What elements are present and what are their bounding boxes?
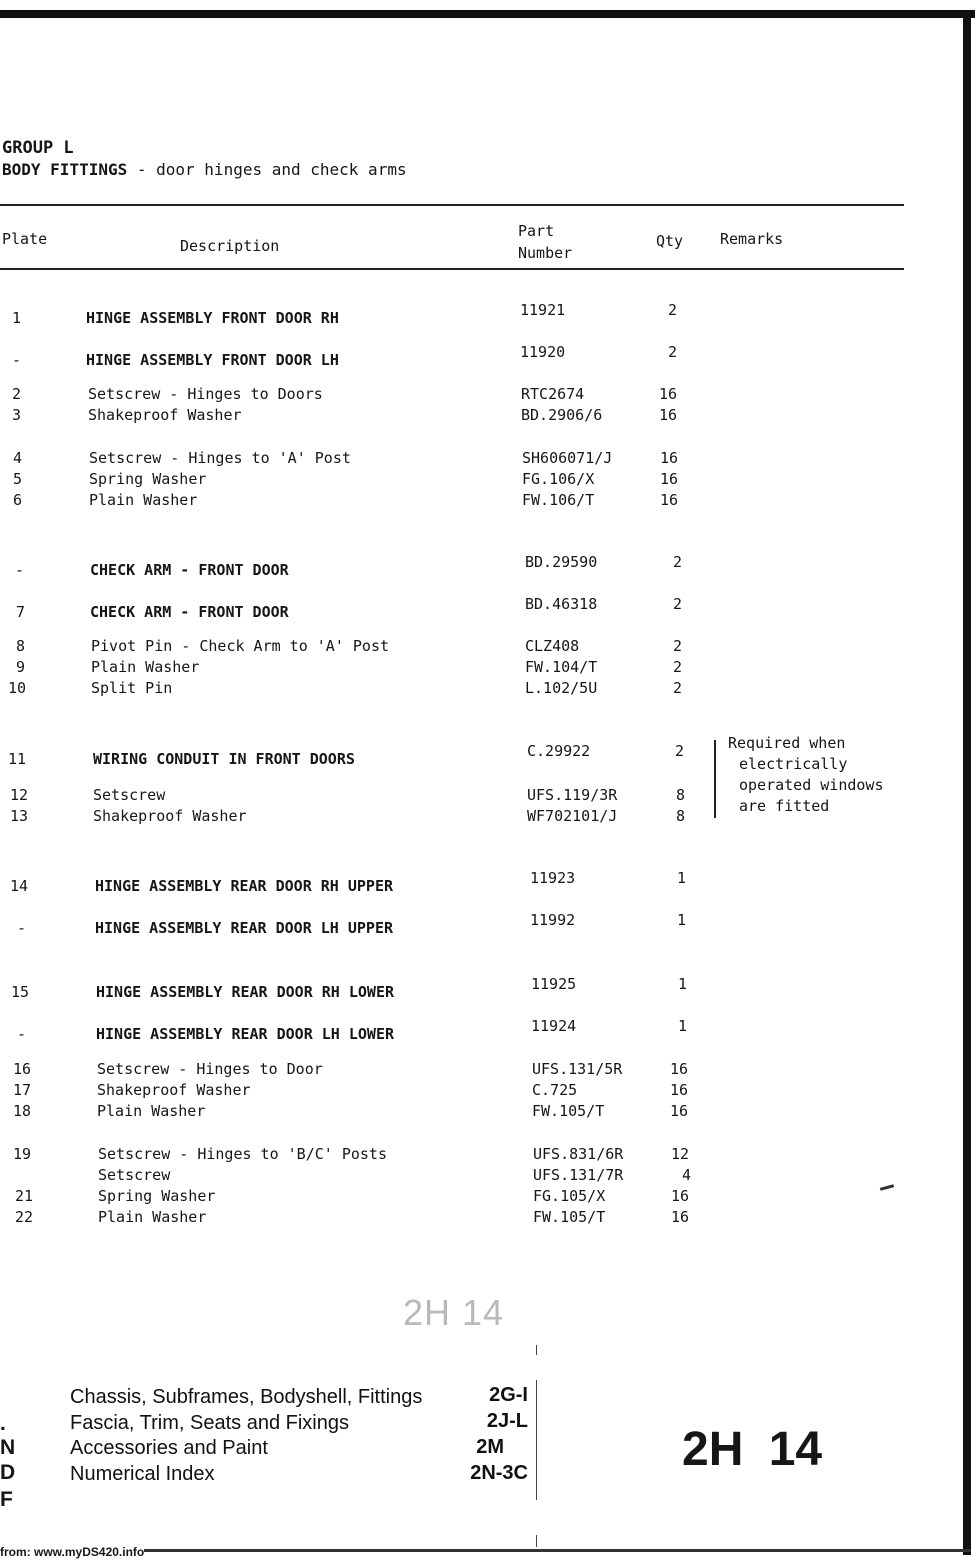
index-code: 2N-3C [470, 1462, 528, 1484]
index-divider-mark [536, 1345, 537, 1355]
index-code: 2G-I [489, 1384, 528, 1406]
row-part-number: SH606071/J [522, 449, 613, 467]
row-plate: 15 [11, 983, 30, 1001]
page-border-top [0, 10, 975, 18]
header-rule-bottom [0, 268, 904, 270]
row-description: Shakeproof Washer [93, 807, 247, 825]
row-qty: 2 [673, 658, 683, 676]
row-part-number: 11924 [531, 1017, 577, 1035]
row-plate: 2 [12, 385, 22, 403]
remarks-line: electrically [739, 755, 848, 773]
row-description: Setscrew - Hinges to 'A' Post [89, 449, 351, 467]
row-plate: 4 [13, 449, 23, 467]
row-description: Spring Washer [98, 1187, 216, 1205]
row-qty: 16 [659, 385, 678, 403]
row-part-number: FW.104/T [525, 658, 598, 676]
row-plate: - [17, 1025, 27, 1043]
remarks-line: operated windows [739, 776, 884, 794]
side-tab-letter: D [0, 1461, 16, 1484]
header-rule-top [0, 204, 904, 206]
row-part-number: FG.106/X [522, 470, 595, 488]
row-qty: 12 [671, 1145, 690, 1163]
row-description: HINGE ASSEMBLY REAR DOOR LH LOWER [96, 1025, 395, 1043]
row-description: Setscrew - Hinges to Doors [88, 385, 323, 403]
row-plate: 18 [13, 1102, 32, 1120]
row-description: HINGE ASSEMBLY REAR DOOR RH UPPER [95, 877, 394, 895]
row-description: Pivot Pin - Check Arm to 'A' Post [91, 637, 390, 655]
row-part-number: BD.2906/6 [521, 406, 603, 424]
row-plate: 22 [15, 1208, 34, 1226]
row-plate: - [15, 561, 25, 579]
remarks-note [728, 733, 884, 817]
row-description: Plain Washer [89, 491, 198, 509]
group-title: GROUP L [2, 138, 74, 158]
row-qty: 16 [670, 1102, 689, 1120]
row-part-number: BD.29590 [525, 553, 598, 571]
row-qty: 2 [673, 679, 683, 697]
row-plate: 11 [8, 750, 27, 768]
header-remarks: Remarks [720, 230, 784, 248]
row-plate: - [17, 919, 27, 937]
row-qty: 1 [678, 975, 688, 993]
row-qty: 16 [659, 406, 678, 424]
row-plate: 14 [10, 877, 29, 895]
row-description: Plain Washer [97, 1102, 206, 1120]
row-part-number: FW.106/T [522, 491, 595, 509]
index-divider-mark [536, 1535, 537, 1547]
page-border-bottom [0, 1549, 971, 1552]
row-plate: 6 [13, 491, 23, 509]
source-footer: from: www.myDS420.info [0, 1545, 145, 1559]
row-part-number: C.29922 [527, 742, 591, 760]
index-label: Fascia, Trim, Seats and Fixings [70, 1412, 349, 1434]
side-tab-letter: F [0, 1488, 13, 1511]
row-plate: 1 [12, 309, 22, 327]
row-part-number: RTC2674 [521, 385, 585, 403]
side-tab-letter: N [0, 1436, 16, 1459]
header-plate: Plate [2, 230, 48, 248]
row-description: HINGE ASSEMBLY FRONT DOOR LH [86, 351, 339, 369]
index-label: Accessories and Paint [70, 1437, 268, 1459]
row-plate: 16 [13, 1060, 32, 1078]
row-plate: 17 [13, 1081, 32, 1099]
row-qty: 1 [677, 911, 687, 929]
row-description: Setscrew - Hinges to Door [97, 1060, 323, 1078]
index-code: 2M [476, 1436, 504, 1458]
row-qty: 1 [677, 869, 687, 887]
row-description: Plain Washer [98, 1208, 207, 1226]
row-plate: 8 [16, 637, 26, 655]
row-qty: 16 [670, 1081, 689, 1099]
row-plate: 12 [10, 786, 29, 804]
row-description: Shakeproof Washer [97, 1081, 251, 1099]
header-description: Description [180, 237, 280, 255]
row-description: Setscrew - Hinges to 'B/C' Posts [98, 1145, 387, 1163]
row-plate: - [12, 351, 22, 369]
row-qty: 16 [660, 449, 679, 467]
row-description: Setscrew [98, 1166, 171, 1184]
row-plate: 10 [8, 679, 27, 697]
row-plate: 9 [16, 658, 26, 676]
row-part-number: 11992 [530, 911, 576, 929]
row-description: HINGE ASSEMBLY REAR DOOR LH UPPER [95, 919, 394, 937]
row-qty: 2 [673, 553, 683, 571]
section-title-bold: BODY FITTINGS [2, 160, 128, 179]
index-code: 2J-L [486, 1410, 528, 1432]
faint-page-stamp: 2H 14 [403, 1292, 505, 1333]
row-part-number: UFS.119/3R [527, 786, 618, 804]
row-part-number: UFS.131/7R [533, 1166, 624, 1184]
index-label: Chassis, Subframes, Bodyshell, Fittings [70, 1386, 423, 1408]
row-part-number: 11923 [530, 869, 576, 887]
row-description: Setscrew [93, 786, 166, 804]
remarks-bracket [714, 740, 716, 818]
row-qty: 4 [682, 1166, 692, 1184]
row-qty: 16 [671, 1187, 690, 1205]
remarks-line: Required when [728, 734, 846, 752]
row-part-number: UFS.831/6R [533, 1145, 624, 1163]
row-plate: 3 [12, 406, 22, 424]
row-part-number: C.725 [532, 1081, 578, 1099]
row-qty: 2 [673, 595, 683, 613]
row-description: CHECK ARM - FRONT DOOR [90, 561, 289, 579]
row-description: Plain Washer [91, 658, 200, 676]
row-part-number: FW.105/T [533, 1208, 606, 1226]
row-description: Spring Washer [89, 470, 207, 488]
row-qty: 16 [670, 1060, 689, 1078]
section-title [2, 160, 407, 179]
row-qty: 2 [668, 301, 678, 319]
row-qty: 1 [678, 1017, 688, 1035]
row-part-number: FW.105/T [532, 1102, 605, 1120]
header-qty: Qty [656, 232, 684, 250]
row-qty: 16 [660, 470, 679, 488]
row-plate: 21 [15, 1187, 34, 1205]
header-part-line1: Part [518, 222, 555, 240]
page-reference: 2H 14 [682, 1423, 823, 1476]
section-title-rest: - door hinges and check arms [127, 160, 407, 179]
row-description: CHECK ARM - FRONT DOOR [90, 603, 289, 621]
row-qty: 16 [660, 491, 679, 509]
row-plate: 19 [13, 1145, 32, 1163]
row-plate: 5 [13, 470, 23, 488]
row-qty: 16 [671, 1208, 690, 1226]
page-border-right [963, 10, 971, 1555]
row-description: HINGE ASSEMBLY REAR DOOR RH LOWER [96, 983, 395, 1001]
index-label: Numerical Index [70, 1463, 215, 1485]
row-part-number: BD.46318 [525, 595, 598, 613]
row-description: WIRING CONDUIT IN FRONT DOORS [93, 750, 355, 768]
row-qty: 2 [668, 343, 678, 361]
row-part-number: 11925 [531, 975, 577, 993]
row-part-number: WF702101/J [527, 807, 618, 825]
header-part-line2: Number [518, 244, 573, 262]
scan-speck [880, 1184, 894, 1191]
remarks-line: are fitted [739, 797, 830, 815]
row-plate: 13 [10, 807, 29, 825]
row-description: Split Pin [91, 679, 173, 697]
row-plate: 7 [16, 603, 26, 621]
side-tab-letter: . [0, 1412, 6, 1435]
row-part-number: 11920 [520, 343, 566, 361]
row-part-number: L.102/5U [525, 679, 598, 697]
row-qty: 8 [676, 786, 686, 804]
row-description: HINGE ASSEMBLY FRONT DOOR RH [86, 309, 339, 327]
row-part-number: CLZ408 [525, 637, 580, 655]
row-part-number: FG.105/X [533, 1187, 606, 1205]
row-part-number: 11921 [520, 301, 566, 319]
index-divider [536, 1380, 537, 1500]
row-description: Shakeproof Washer [88, 406, 242, 424]
row-qty: 2 [675, 742, 685, 760]
row-qty: 8 [676, 807, 686, 825]
row-qty: 2 [673, 637, 683, 655]
row-part-number: UFS.131/5R [532, 1060, 623, 1078]
